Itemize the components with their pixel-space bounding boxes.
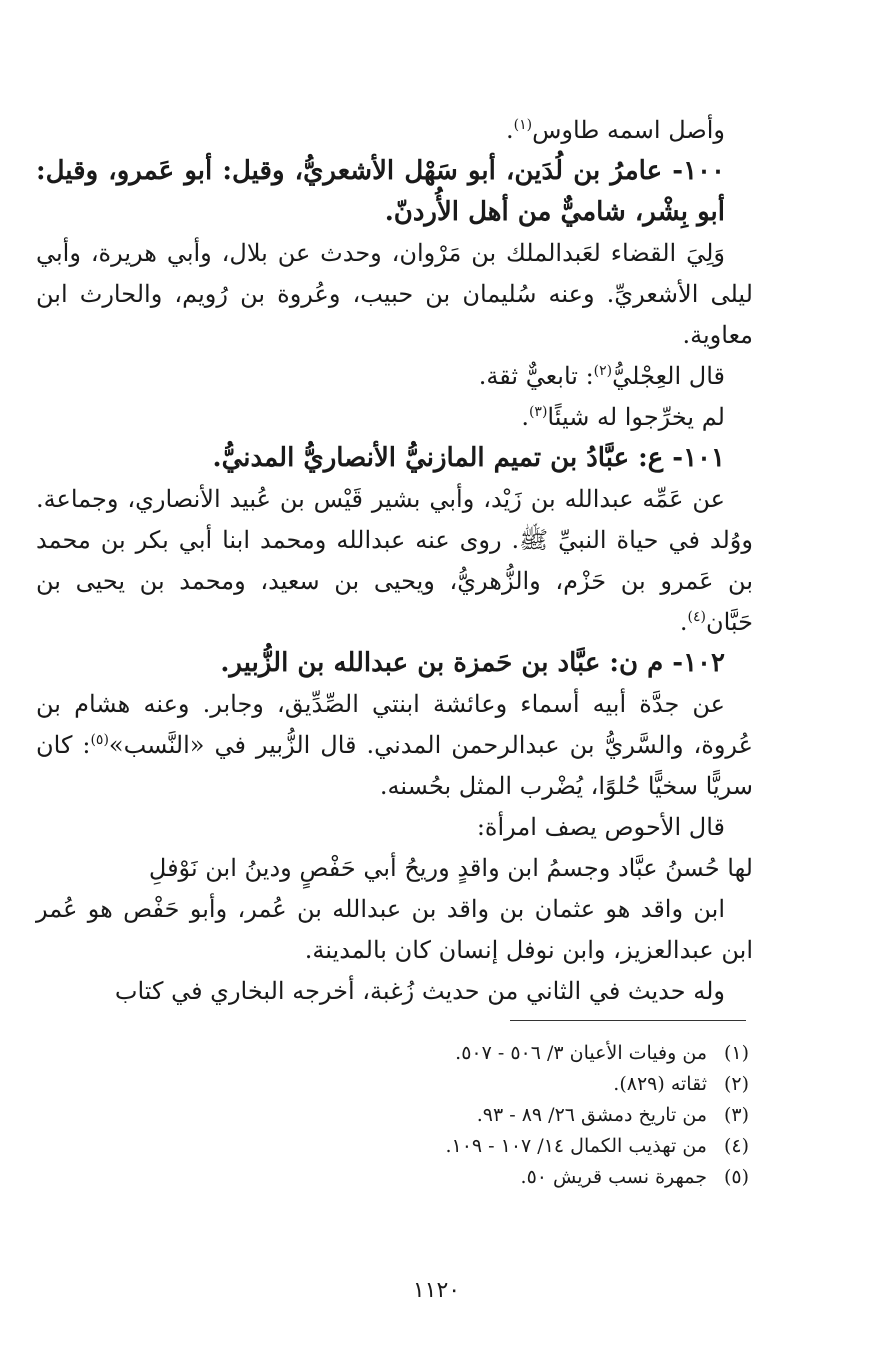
footnote-ref[interactable]: (٣) <box>528 404 548 420</box>
text-run: قال العِجْليُّ <box>612 362 725 390</box>
entry-paragraph: وله حديث في الثاني من حديث زُغبة، أخرجه البخاري في كتاب <box>114 977 725 1005</box>
text-line <box>36 356 753 397</box>
footnote <box>49 1038 749 1069</box>
poem-verse: لها حُسنُ عبَّاد وجسمُ ابن واقدٍ وريحُ أبي حَفْصٍ ودينُ ابن نَوْفلِ <box>148 854 753 882</box>
footnote-ref[interactable]: (٢) <box>593 363 613 379</box>
text-run: لم يخرِّجوا له شيئًا <box>547 403 725 431</box>
text-run: وأصل اسمه طاوس <box>532 116 725 144</box>
footnote-number: (٣) <box>723 1104 749 1126</box>
text-run: : تابعيٌّ ثقة. <box>478 362 594 390</box>
footnote <box>49 1162 749 1193</box>
footnote <box>49 1100 749 1131</box>
entry-paragraph <box>36 684 753 807</box>
footnote-text: ثقاته (٨٢٩). <box>613 1073 707 1095</box>
footnote-ref[interactable]: (١) <box>513 117 533 133</box>
entry-paragraph <box>36 479 753 643</box>
footnote-text: من وفيات الأعيان ٣/ ٥٠٦ - ٥٠٧. <box>455 1042 707 1064</box>
footnote-divider <box>510 1020 746 1021</box>
text-run: : كان سريًّا سخيًّا حُلوًا، يُضْرب المثل بحُسنه. <box>36 731 753 800</box>
entry-heading-102: ١٠٢- م ن: عبَّاد بن حَمزة بن عبدالله بن الزُّبير. <box>220 648 725 678</box>
footnote-number: (٢) <box>723 1073 749 1095</box>
footnote-ref[interactable]: (٤) <box>687 609 706 625</box>
page-number: ١١٢٠ <box>412 1278 461 1303</box>
text-run: . <box>521 403 529 431</box>
main-text <box>36 110 753 1012</box>
text-run: عن عَمِّه عبدالله بن زَيْد، وأبي بشير قَيْس بن عُبيد الأنصاري، وجماعة. ووُلد في حياة النبيِّ ﷺ. روى عنه عبدالله ومحمد ابنا أبي بكر بن محمد بن عَمرو بن حَزْم، والزُّهريُّ، ويحيى بن سعيد، ومحمد بن يحيى بن حَبَّان <box>36 485 753 636</box>
text-run: . <box>679 608 688 636</box>
footnote-number: (١) <box>723 1042 749 1064</box>
footnote-text: جمهرة نسب قريش ٥٠. <box>520 1166 707 1188</box>
entry-heading-101: ١٠١- ع: عبَّادُ بن تميم المازنيُّ الأنصاريُّ المدنيُّ. <box>212 443 725 473</box>
entry-paragraph: ابن واقد هو عثمان بن واقد بن عبدالله بن عُمر، وأبو حَفْص هو عُمر ابن عبدالعزيز، وابن نوفل إنسان كان بالمدينة. <box>36 895 753 964</box>
text-line: قال الأحوص يصف امرأة: <box>476 813 725 841</box>
text-run: . <box>506 116 514 144</box>
text-run: عن جدَّة أبيه أسماء وعائشة ابنتي الصِّدِّيق، وجابر. وعنه هشام بن عُروة، والسَّريُّ بن عبدالرحمن المدني. قال الزُّبير في «النَّسب» <box>36 690 753 759</box>
text-line <box>36 110 753 151</box>
footnote-number: (٥) <box>723 1166 749 1188</box>
text-line <box>36 397 753 438</box>
footnote-text: من تهذيب الكمال ١٤/ ١٠٧ - ١٠٩. <box>445 1135 707 1157</box>
footnote-text: من تاريخ دمشق ٢٦/ ٨٩ - ٩٣. <box>476 1104 707 1126</box>
entry-heading-100: ١٠٠- عامرُ بن لُدَين، أبو سَهْل الأشعريُّ، وقيل: أبو عَمرو، وقيل: أبو بِشْر، شاميٌّ من أهل الأُردنّ. <box>36 156 725 227</box>
entry-paragraph: وَلِيَ القضاء لعَبدالملك بن مَرْوان، وحدث عن بلال، وأبي هريرة، وأبي ليلى الأشعريِّ. وعنه سُليمان بن حبيب، وعُروة بن رُويم، والحارث ابن معاوية. <box>36 239 753 349</box>
footnote <box>49 1131 749 1162</box>
footnote-ref[interactable]: (٥) <box>90 732 109 748</box>
footnote <box>49 1069 749 1100</box>
footnotes <box>49 1038 749 1193</box>
footnote-number: (٤) <box>723 1135 749 1157</box>
